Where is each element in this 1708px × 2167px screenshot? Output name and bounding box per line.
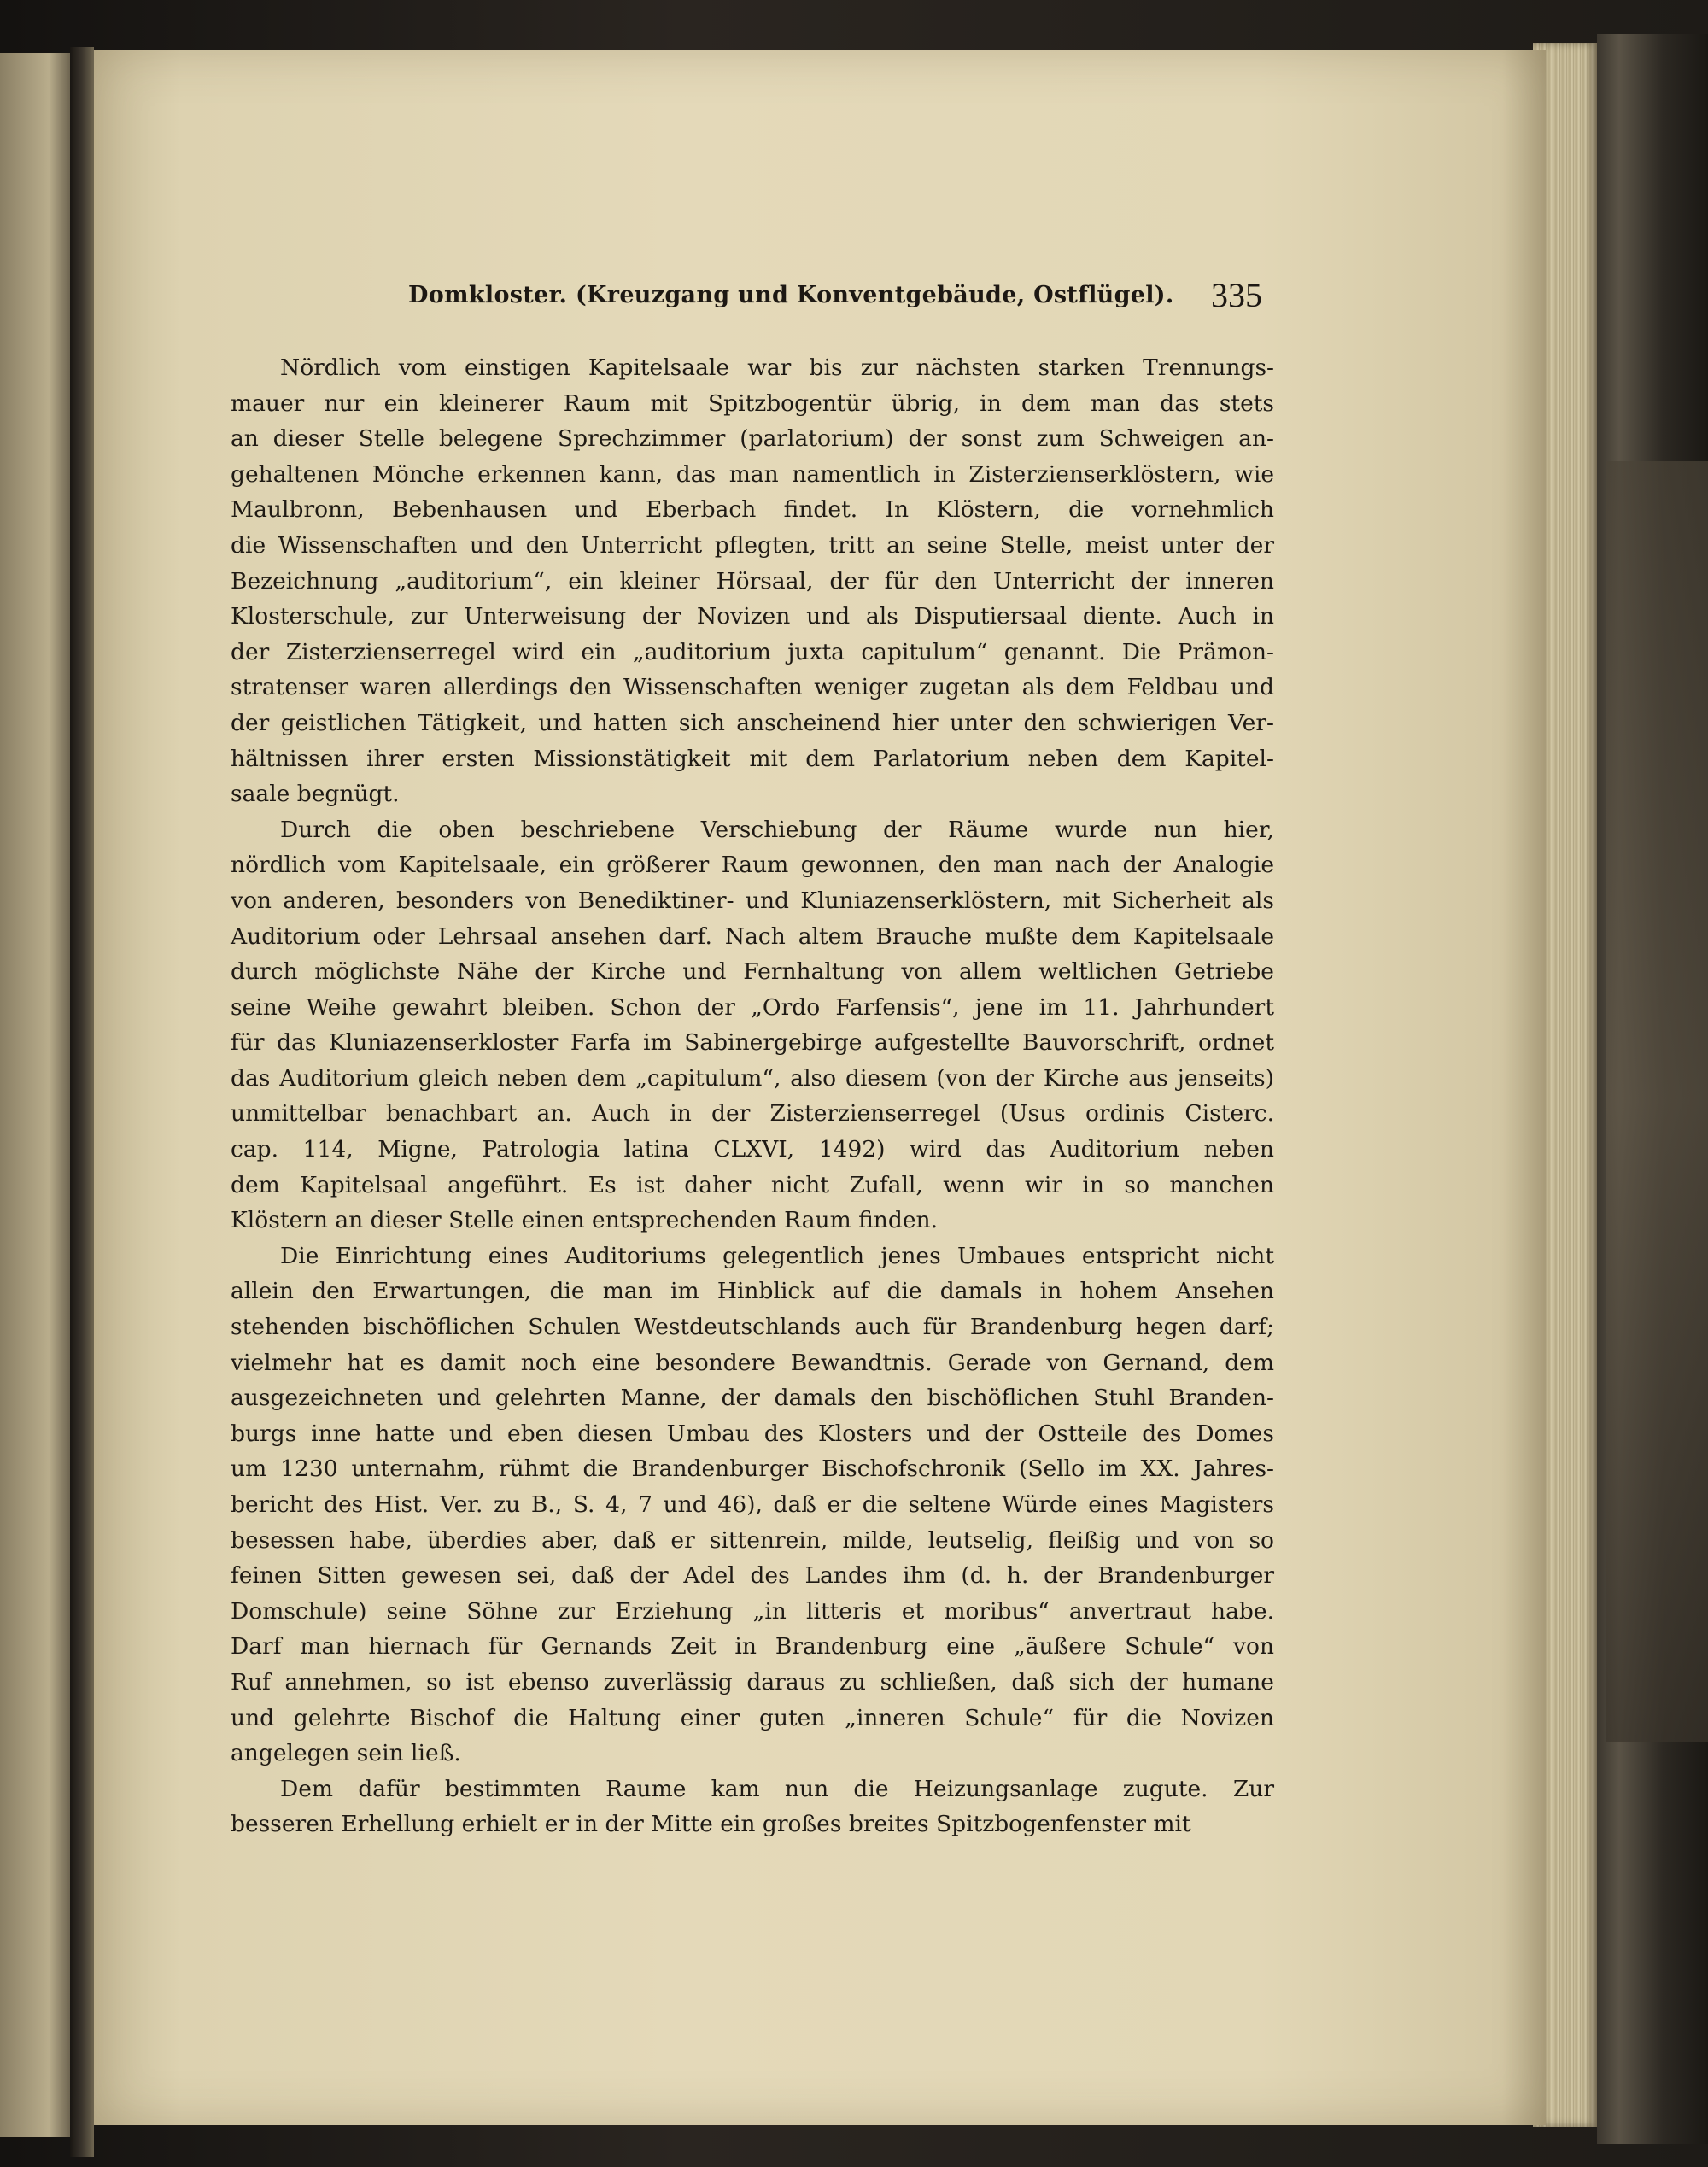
paragraph	[231, 1772, 1274, 1842]
text-line: besessen habe, überdies aber, daß er sittenrein, milde, leutselig, fleißig und von so	[231, 1526, 1274, 1554]
text-line: Dem dafür bestimmten Raume kam nun die Heizungsanlage zugute. Zur	[280, 1775, 1274, 1802]
text-line: von anderen, besonders von Benediktiner- und Kluniazenserklöstern, mit Sicherheit als	[231, 887, 1274, 914]
text-line: gehaltenen Mönche erkennen kann, das man namentlich in Zisterzienserklöstern, wie	[231, 460, 1274, 488]
body-text	[231, 350, 1274, 1842]
page-header	[408, 275, 1262, 318]
text-line: Bezeichnung „auditorium“, ein kleiner Hörsaal, der für den Unterricht der inneren	[231, 567, 1274, 594]
text-line: Klöstern an dieser Stelle einen entsprechenden Raum finden.	[231, 1207, 939, 1234]
text-line: dem Kapitelsaal angeführt. Es ist daher nicht Zufall, wenn wir in so manchen	[231, 1171, 1274, 1198]
text-line: Domschule) seine Söhne zur Erziehung „in litteris et moribus“ anvertraut habe.	[231, 1597, 1274, 1625]
text-line: nördlich vom Kapitelsaale, ein größerer Raum gewonnen, den man nach der Analogie	[231, 852, 1274, 879]
text-line: Darf man hiernach für Gernands Zeit in Brandenburg eine „äußere Schule“ von	[231, 1633, 1274, 1660]
text-line: für das Kluniazenserkloster Farfa im Sabinergebirge aufgestellte Bauvorschrift, ordnet	[231, 1029, 1274, 1057]
paragraph	[231, 1239, 1274, 1772]
page-number: 335	[1211, 276, 1262, 314]
text-line: Klosterschule, zur Unterweisung der Novizen und als Disputiersaal diente. Auch in	[231, 603, 1274, 630]
text-line: an dieser Stelle belegene Sprechzimmer (parlatorium) der sonst zum Schweigen an-	[231, 425, 1274, 453]
cover-corner	[1606, 461, 1708, 1742]
text-line: cap. 114, Migne, Patrologia latina CLXVI, 1492) wird das Auditorium neben	[231, 1136, 1274, 1163]
text-line: burgs inne hatte und eben diesen Umbau des Klosters und der Ostteile des Domes	[231, 1420, 1274, 1447]
left-page-edge	[0, 53, 73, 2137]
text-line: ausgezeichneten und gelehrten Manne, der damals den bischöflichen Stuhl Branden-	[231, 1385, 1274, 1412]
text-line: bericht des Hist. Ver. zu B., S. 4, 7 und 46), daß er die seltene Würde eines Magisters	[231, 1491, 1274, 1518]
text-line: mauer nur ein kleinerer Raum mit Spitzbogentür übrig, in dem man das stets	[231, 389, 1274, 417]
text-line: Maulbronn, Bebenhausen und Eberbach findet. In Klöstern, die vornehmlich	[231, 496, 1274, 524]
text-line: der Zisterzienserregel wird ein „auditorium juxta capitulum“ genannt. Die Prämon-	[231, 638, 1274, 665]
text-line: angelegen sein ließ.	[231, 1740, 461, 1767]
text-line: saale begnügt.	[231, 781, 400, 808]
running-title: Domkloster. (Kreuzgang und Konventgebäude, Ostflügel).	[408, 282, 1174, 308]
text-line: das Auditorium gleich neben dem „capitulum“, also diesem (von der Kirche aus jenseits)	[231, 1064, 1274, 1092]
text-line: unmittelbar benachbart an. Auch in der Zisterzienserregel (Usus ordinis Cisterc.	[231, 1100, 1274, 1127]
text-line: und gelehrte Bischof die Haltung einer guten „inneren Schule“ für die Novizen	[231, 1704, 1274, 1731]
paragraph	[231, 812, 1274, 1239]
text-line: hältnissen ihrer ersten Missionstätigkeit mit dem Parlatorium neben dem Kapitel-	[231, 745, 1274, 772]
paragraph	[231, 350, 1274, 812]
book-gutter	[70, 47, 94, 2157]
text-line: Die Einrichtung eines Auditoriums gelegentlich jenes Umbaues entspricht nicht	[280, 1242, 1274, 1269]
text-line: allein den Erwartungen, die man im Hinblick auf die damals in hohem Ansehen	[231, 1278, 1274, 1305]
text-line: seine Weihe gewahrt bleiben. Schon der „Ordo Farfensis“, jene im 11. Jahrhundert	[231, 993, 1274, 1021]
text-line: der geistlichen Tätigkeit, und hatten sich anscheinend hier unter den schwierigen Ver-	[231, 709, 1274, 736]
text-line: Nördlich vom einstigen Kapitelsaale war bis zur nächsten starken Trennungs-	[280, 354, 1274, 381]
text-line: durch möglichste Nähe der Kirche und Fernhaltung von allem weltlichen Getriebe	[231, 958, 1274, 986]
text-line: feinen Sitten gewesen sei, daß der Adel des Landes ihm (d. h. der Brandenburger	[231, 1562, 1274, 1590]
text-line: die Wissenschaften und den Unterricht pflegten, tritt an seine Stelle, meist unter der	[231, 531, 1274, 559]
text-line: stehenden bischöflichen Schulen Westdeutschlands auch für Brandenburg hegen darf;	[231, 1314, 1274, 1341]
text-line: stratenser waren allerdings den Wissenschaften weniger zugetan als dem Feldbau und	[231, 674, 1274, 701]
text-line: besseren Erhellung erhielt er in der Mitte ein großes breites Spitzbogenfenster mit	[231, 1811, 1191, 1838]
text-line: Ruf annehmen, so ist ebenso zuverlässig daraus zu schließen, daß sich der humane	[231, 1668, 1274, 1696]
text-line: Durch die oben beschriebene Verschiebung der Räume wurde nun hier,	[280, 816, 1274, 843]
text-line: Auditorium oder Lehrsaal ansehen darf. Nach altem Brauche mußte dem Kapitelsaale	[231, 922, 1274, 950]
text-line: um 1230 unternahm, rühmt die Brandenburger Bischofschronik (Sello im XX. Jahres-	[231, 1455, 1274, 1483]
text-line: vielmehr hat es damit noch eine besondere Bewandtnis. Gerade von Gernand, dem	[231, 1349, 1274, 1376]
